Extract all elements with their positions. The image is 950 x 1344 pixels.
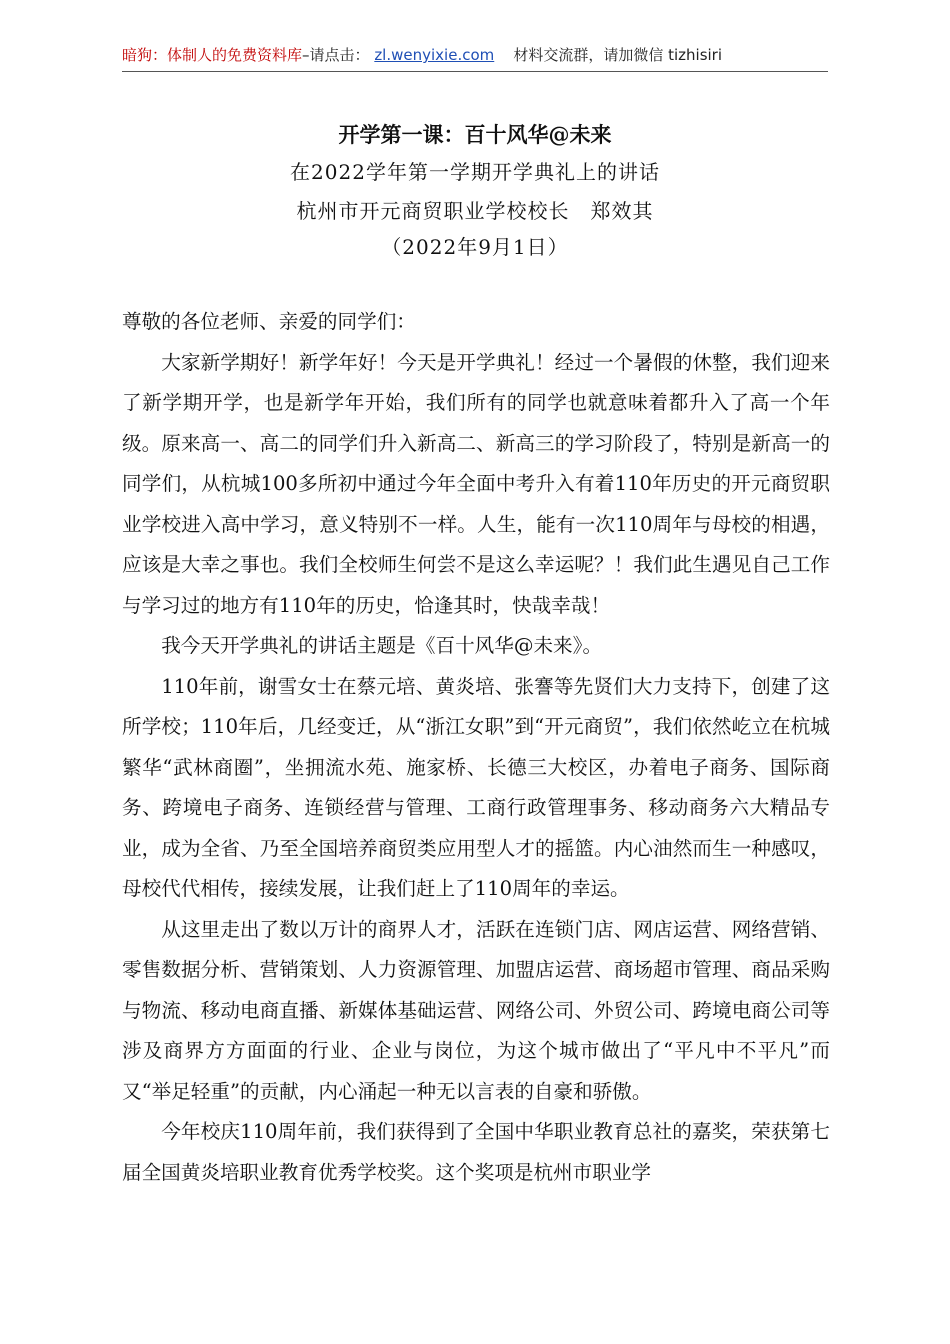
header-url-link[interactable]: zl.wenyixie.com (374, 46, 495, 64)
paragraph: 110年前，谢雪女士在蔡元培、黄炎培、张謇等先贤们大力支持下，创建了这所学校；110年后，几经变迁，从“浙江女职”到“开元商贸”，我们依然屹立在杭城繁华“武林商圈”，坐拥流水苑、施家桥、长德三大校区，办着电子商务、国际商务、跨境电子商务、连锁经营与管理、工商行政管理事务、移动商务六大精品专业，成为全省、乃至全国培养商贸类应用型人才的摇篮。内心油然而生一种感叹，母校代代相传，接续发展，让我们赶上了110周年的幸运。 (122, 674, 830, 900)
document-subtitle: 在2022学年第一学期开学典礼上的讲话 (290, 160, 660, 184)
header-prompt: –请点击： (302, 46, 370, 64)
document-author: 杭州市开元商贸职业学校校长 郑效其 (296, 199, 654, 223)
paragraph: 我今天开学典礼的讲话主题是《百十风华@未来》。 (161, 634, 603, 657)
paragraph: 今年校庆110周年前，我们获得到了全国中华职业教育总社的嘉奖，荣获第七届全国黄炎培职业教育优秀学校奖。这个奖项是杭州市职业学 (122, 1120, 830, 1184)
document-body (122, 302, 830, 1193)
page-header (122, 44, 828, 66)
paragraph: 从这里走出了数以万计的商界人才，活跃在连锁门店、网店运营、网络营销、零售数据分析、营销策划、人力资源管理、加盟店运营、商场超市管理、商品采购与物流、移动电商直播、新媒体基础运营、网络公司、外贸公司、跨境电商公司等涉及商界方方面面的行业、企业与岗位，为这个城市做出了“平凡中不平凡”而又“举足轻重”的贡献，内心涌起一种无以言表的自豪和骄傲。 (122, 917, 830, 1103)
header-contact: 材料交流群，请加微信 tizhisiri (513, 46, 723, 64)
paragraph: 大家新学期好！新学年好！今天是开学典礼！经过一个暑假的休整，我们迎来了新学期开学，也是新学年开始，我们所有的同学也就意味着都升入了高一个年级。原来高一、高二的同学们升入新高二、新高三的学习阶段了，特别是新高一的同学们，从杭城100多所初中通过今年全面中考升入有着110年历史的开元商贸职业学校进入高中学习，意义特别不一样。人生，能有一次110周年与母校的相遇，应该是大幸之事也。我们全校师生何尝不是这么幸运呢？！我们此生遇见自己工作与学习过的地方有110年的历史，恰逢其时，快哉幸哉！ (122, 350, 830, 617)
document-title: 开学第一课：百十风华@未来 (338, 122, 612, 147)
header-divider (122, 71, 828, 72)
greeting: 尊敬的各位老师、亲爱的同学们： (122, 310, 416, 333)
document-date: （2022年9月1日） (381, 235, 569, 259)
header-brand: 暗狗：体制人的免费资料库 (122, 46, 303, 64)
